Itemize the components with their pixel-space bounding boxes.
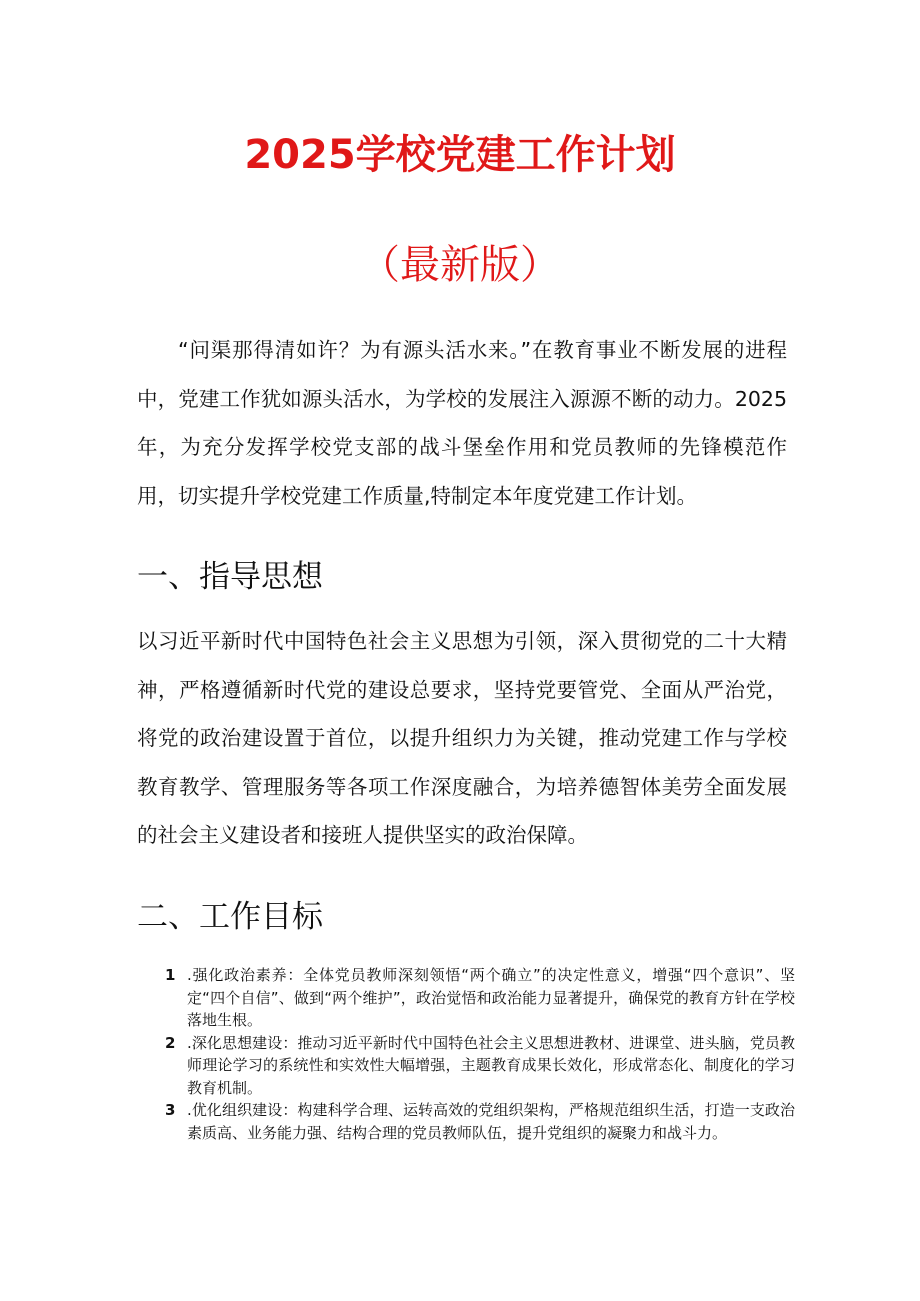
list-item xyxy=(165,964,795,1032)
intro-paragraph: “问渠那得清如许？为有源头活水来。”在教育事业不断发展的进程中，党建工作犹如源头活水，为学校的发展注入源源不断的动力。2025年，为充分发挥学校党支部的战斗堡垒作用和党员教师的先锋模范作用，切实提升学校党建工作质量,特制定本年度党建工作计划。 xyxy=(137,338,787,508)
list-item-number: 3 xyxy=(165,1101,176,1119)
list-item-text: .强化政治素养：全体党员教师深刻领悟“两个确立”的决定性意义，增强“四个意识”、坚定“四个自信”、做到“两个维护”，政治觉悟和政治能力显著提升，确保党的教育方针在学校落地生根。 xyxy=(187,966,795,1029)
list-item-text: .优化组织建设：构建科学合理、运转高效的党组织架构，严格规范组织生活，打造一支政治素质高、业务能力强、结构合理的党员教师队伍，提升党组织的凝聚力和战斗力。 xyxy=(187,1101,795,1142)
list-item xyxy=(165,1032,795,1100)
guiding-thought-paragraph: 以习近平新时代中国特色社会主义思想为引领，深入贯彻党的二十大精神，严格遵循新时代党的建设总要求，坚持党要管党、全面从严治党，将党的政治建设置于首位，以提升组织力为关键，推动党建工作与学校教育教学、管理服务等各项工作深度融合，为培养德智体美劳全面发展的社会主义建设者和接班人提供坚实的政治保障。 xyxy=(137,629,787,848)
section-heading-work-goals: 二、工作目标 xyxy=(137,899,323,935)
list-item xyxy=(165,1099,795,1144)
list-item-number: 2 xyxy=(165,1033,176,1052)
document-title: 2025学校党建工作计划 xyxy=(244,132,676,178)
list-item-text: .深化思想建设：推动习近平新时代中国特色社会主义思想进教材、进课堂、进头脑，党员教师理论学习的系统性和实效性大幅增强，主题教育成果长效化，形成常态化、制度化的学习教育机制。 xyxy=(187,1033,795,1097)
document-subtitle: （最新版） xyxy=(360,242,560,288)
work-goals-list xyxy=(165,964,795,1144)
section-heading-guiding-thought: 一、指导思想 xyxy=(137,559,323,595)
list-item-number: 1 xyxy=(165,966,176,984)
